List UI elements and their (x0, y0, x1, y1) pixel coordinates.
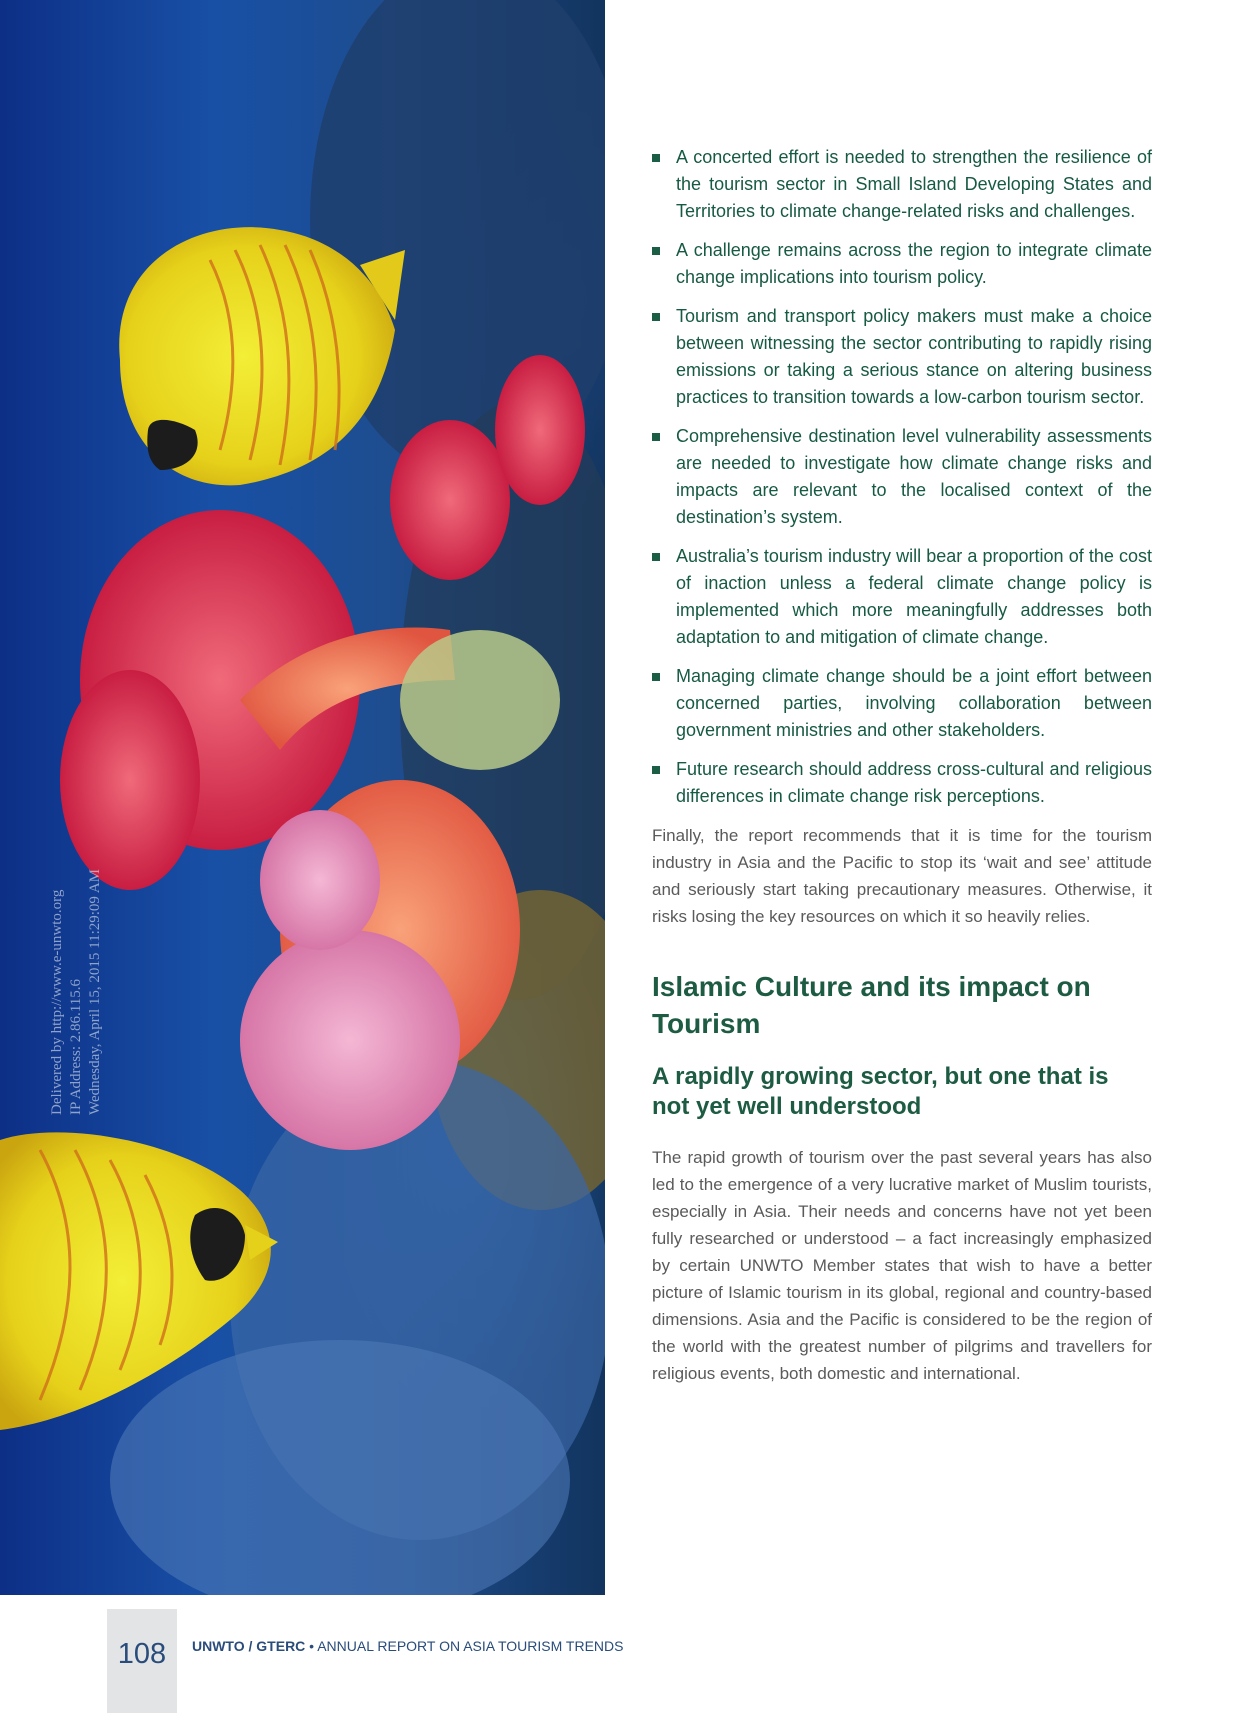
recommendation-list (652, 144, 1152, 810)
square-bullet-icon (652, 154, 660, 162)
footer-org: UNWTO / GTERC (192, 1638, 306, 1654)
coral-reef-photo (0, 0, 605, 1595)
list-item: A concerted effort is needed to strengthen the resilience of the tourism sector in Small Island Developing States and Territories to climate change-related risks and challenges. (652, 144, 1152, 225)
page-number: 108 (117, 1638, 167, 1670)
subheading: A rapidly growing sector, but one that is not yet well understood (652, 1063, 1109, 1120)
running-footer (192, 1638, 623, 1654)
footer-separator: • (305, 1638, 318, 1654)
square-bullet-icon (652, 673, 660, 681)
list-item: Tourism and transport policy makers must make a choice between witnessing the sector contributing to rapidly rising emissions or taking a serious stance on altering business practices to transition towards a low-carbon tourism sector. (652, 303, 1152, 411)
list-item: A challenge remains across the region to integrate climate change implications into tourism policy. (652, 237, 1152, 291)
footer-title: ANNUAL REPORT ON ASIA TOURISM TRENDS (317, 1638, 624, 1654)
butterflyfish-upper (119, 227, 405, 485)
reef-illustration (0, 0, 605, 1595)
text-column (652, 144, 1152, 1387)
list-item: Managing climate change should be a joint effort between concerned parties, involving collaboration between government ministries and other stakeholders. (652, 663, 1152, 744)
body-paragraph: The rapid growth of tourism over the past several years has also led to the emergence of a very lucrative market of Muslim tourists, especially in Asia. Their needs and concerns have not yet been fully researched or understood – a fact increasingly emphasized by certain UNWTO Member states that wish to have a better picture of Islamic tourism in its global, regional and country-based dimensions. Asia and the Pacific is considered to be the region of the world with the greatest number of pilgrims and travellers for religious events, both domestic and international. (652, 1148, 1152, 1383)
closing-paragraph: Finally, the report recommends that it is time for the tourism industry in Asia and the Pacific to stop its ‘wait and see’ attitude and seriously start taking precautionary measures. Otherwise, it risks losing the key resources on which it so heavily relies. (652, 826, 1152, 926)
square-bullet-icon (652, 433, 660, 441)
watermark-line-3: Wednesday, April 15, 2015 11:29:09 AM (87, 869, 103, 1115)
square-bullet-icon (652, 766, 660, 774)
watermark-line-1: Delivered by http://www.e-unwto.org (49, 889, 65, 1115)
list-item: Comprehensive destination level vulnerability assessments are needed to investigate how climate change risks and impacts are relevant to the localised context of the destination’s system. (652, 423, 1152, 531)
list-item: Future research should address cross-cultural and religious differences in climate change risk perceptions. (652, 756, 1152, 810)
square-bullet-icon (652, 247, 660, 255)
square-bullet-icon (652, 553, 660, 561)
list-item: Australia’s tourism industry will bear a proportion of the cost of inaction unless a federal climate change policy is implemented which more meaningfully addresses both adaptation to and mitigation of climate change. (652, 543, 1152, 651)
section-heading: Islamic Culture and its impact on Tourism (652, 971, 1091, 1039)
square-bullet-icon (652, 313, 660, 321)
watermark-line-2: IP Address: 2.86.115.6 (68, 979, 84, 1115)
